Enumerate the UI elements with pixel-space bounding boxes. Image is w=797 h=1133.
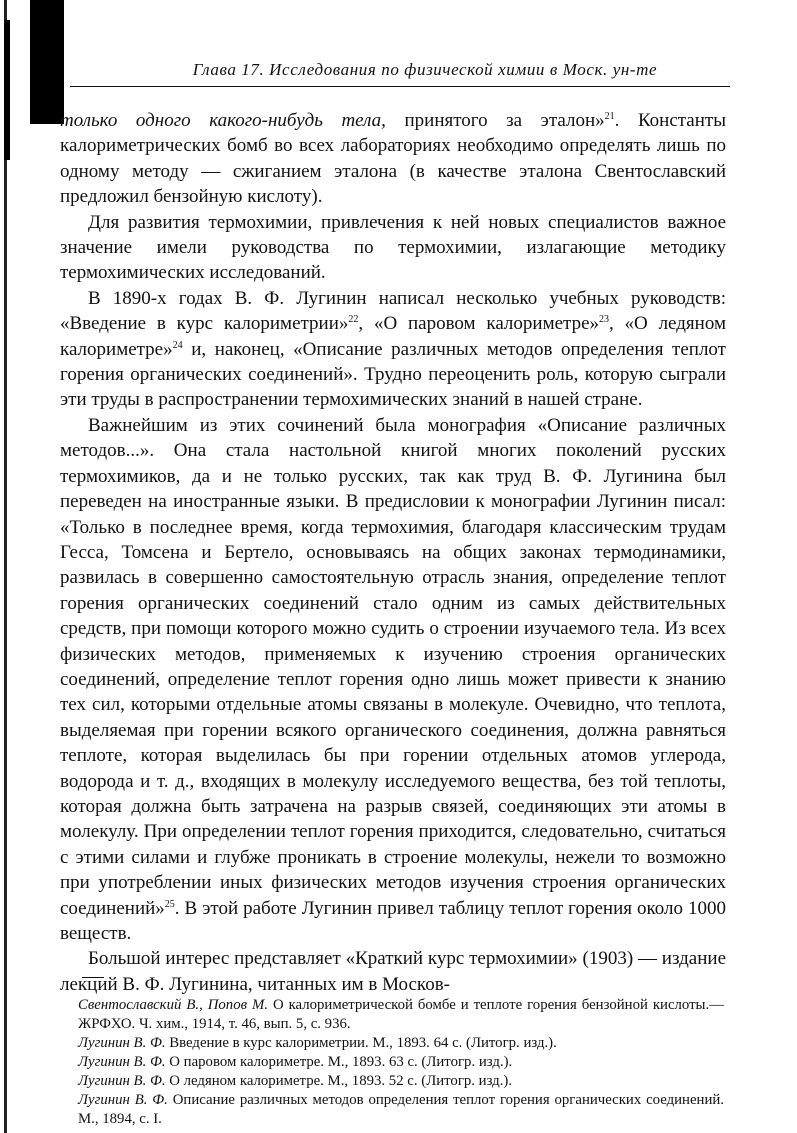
footnote-ref[interactable]: 24	[172, 339, 183, 351]
footnote-24	[78, 1072, 724, 1091]
footnote-ref[interactable]: 21	[604, 111, 615, 122]
text-fragment: Важнейшим из этих сочинений была монография «Описание различных методов...». Она стала настольной книгой многих поколений русских термохимиков, да и не только русских, так как труд В. Ф. Лугинина был переведен на иностранные языки. В предисловии к монографии Лугинин писал: «Только в последнее время, когда термохимия, благодаря классическим трудам Гесса, Томсена и Бертело, основываясь на общих законах термодинамики, развилась в совершенно самостоятельную отрасль знания, определение теплот горения органических соединений стало одним из самых действительных средств, при помощи которого можно судить о строении изучаемого тела. Из всех физических методов, применяемых к изучению строения органических соединений, определение теплот горения одно лишь может привести к знанию тех сил, которыми отдельные атомы связаны в молекуле. Очевидно, что теплота, выделяемая при горении всякого органического соединения, должна равняться теплоте, которая выделилась бы при горении отдельных атомов углерода, водорода и т. д., входящих в молекулу исследуемого вещества, без той теплоты, которая должна быть затрачена на разрыв связей, соединяющих эти атомы в молекулу. При определении теплот горения приходится, следовательно, считаться с этими силами и глубже проникать в строение молекулы, нежели то возможно при употреблении иных физических методов изучения строения органических соединений»	[60, 414, 726, 919]
footnote-text: Введение в курс калориметрии. М., 1893. 64 с. (Литогр. изд.).	[165, 1035, 557, 1051]
text-fragment: , «О ледяном калориметре»	[60, 313, 726, 360]
footnote-author: Лугинин В. Ф.	[78, 1035, 166, 1051]
footnote-author: Лугинин В. Ф.	[78, 1073, 166, 1089]
paragraph-1	[60, 108, 726, 210]
footnote-author: Лугинин В. Ф.	[78, 1092, 168, 1108]
footnote-text: О паровом калориметре. М., 1893. 63 с. (Литогр. изд.).	[165, 1054, 513, 1070]
text-fragment: и, наконец, «Описание различных методов определения теплот горения органических соединений». Трудно переоценить роль, которую сыграли эти труды в распространении термохимических знаний в нашей стране.	[60, 338, 726, 411]
paragraph-2: Для развития термохимии, привлечения к ней новых специалистов важное значение имели руководства по термохимии, излагающие методику термохимических исследований.	[60, 211, 726, 284]
footnote-ref[interactable]: 25	[164, 898, 175, 910]
footnote-author: Лугинин В. Ф.	[78, 1054, 166, 1070]
footnote-25	[78, 1091, 724, 1129]
paragraph-5: Большой интерес представляет «Краткий курс термохимии» (1903) — издание лекций В. Ф. Лугинина, читанных им в Москов-	[60, 948, 726, 995]
header-rule	[70, 86, 730, 87]
scan-shadow	[4, 20, 10, 160]
text-fragment: В 1890-х годах В. Ф. Лугинин написал несколько учебных руководств: «Введение в курс калориметрии»	[60, 287, 726, 335]
footnote-text: Описание различных методов определения теплот горения органических соединений. М., 1894, с. I.	[78, 1092, 724, 1127]
italic-fragment: только одного какого-нибудь тела,	[60, 110, 386, 131]
footnotes	[78, 996, 724, 1129]
paragraph-3	[60, 286, 726, 413]
footnote-author: Свентославский В., Попов М.	[78, 997, 268, 1013]
footnote-ref[interactable]: 23	[599, 314, 609, 326]
paragraph-4	[60, 413, 726, 947]
text-fragment: . В этой работе Лугинин привел таблицу теплот горения около 1000 веществ.	[60, 897, 726, 944]
footnote-text: О калориметрической бомбе и теплоте горения бензойной кислоты.— ЖРФХО. Ч. хим., 1914, т. 46, вып. 5, с. 936.	[78, 997, 724, 1032]
running-header: Глава 17. Исследования по физической химии в Моск. ун-те	[192, 60, 658, 79]
footnote-22	[78, 1034, 724, 1053]
footnote-21	[78, 996, 724, 1034]
text-fragment: , «О паровом калориметре»	[358, 313, 599, 335]
scan-edge	[0, 0, 14, 1133]
page-marker-tab	[30, 0, 64, 124]
footnote-text: О ледяном калориметре. М., 1893. 52 с. (Литогр. изд.).	[165, 1073, 513, 1089]
footnote-separator	[82, 977, 104, 978]
footnote-ref[interactable]: 22	[348, 314, 359, 326]
body-text	[60, 108, 726, 997]
text-fragment: принятого за эталон»	[385, 110, 605, 131]
footnote-23	[78, 1053, 724, 1072]
text-fragment: . Константы калориметрических бомб во всех лабораториях необходимо определять лишь по одному методу — сжиганием эталона (в качестве эталона Свентославский предложил бензойную кислоту).	[60, 110, 726, 208]
